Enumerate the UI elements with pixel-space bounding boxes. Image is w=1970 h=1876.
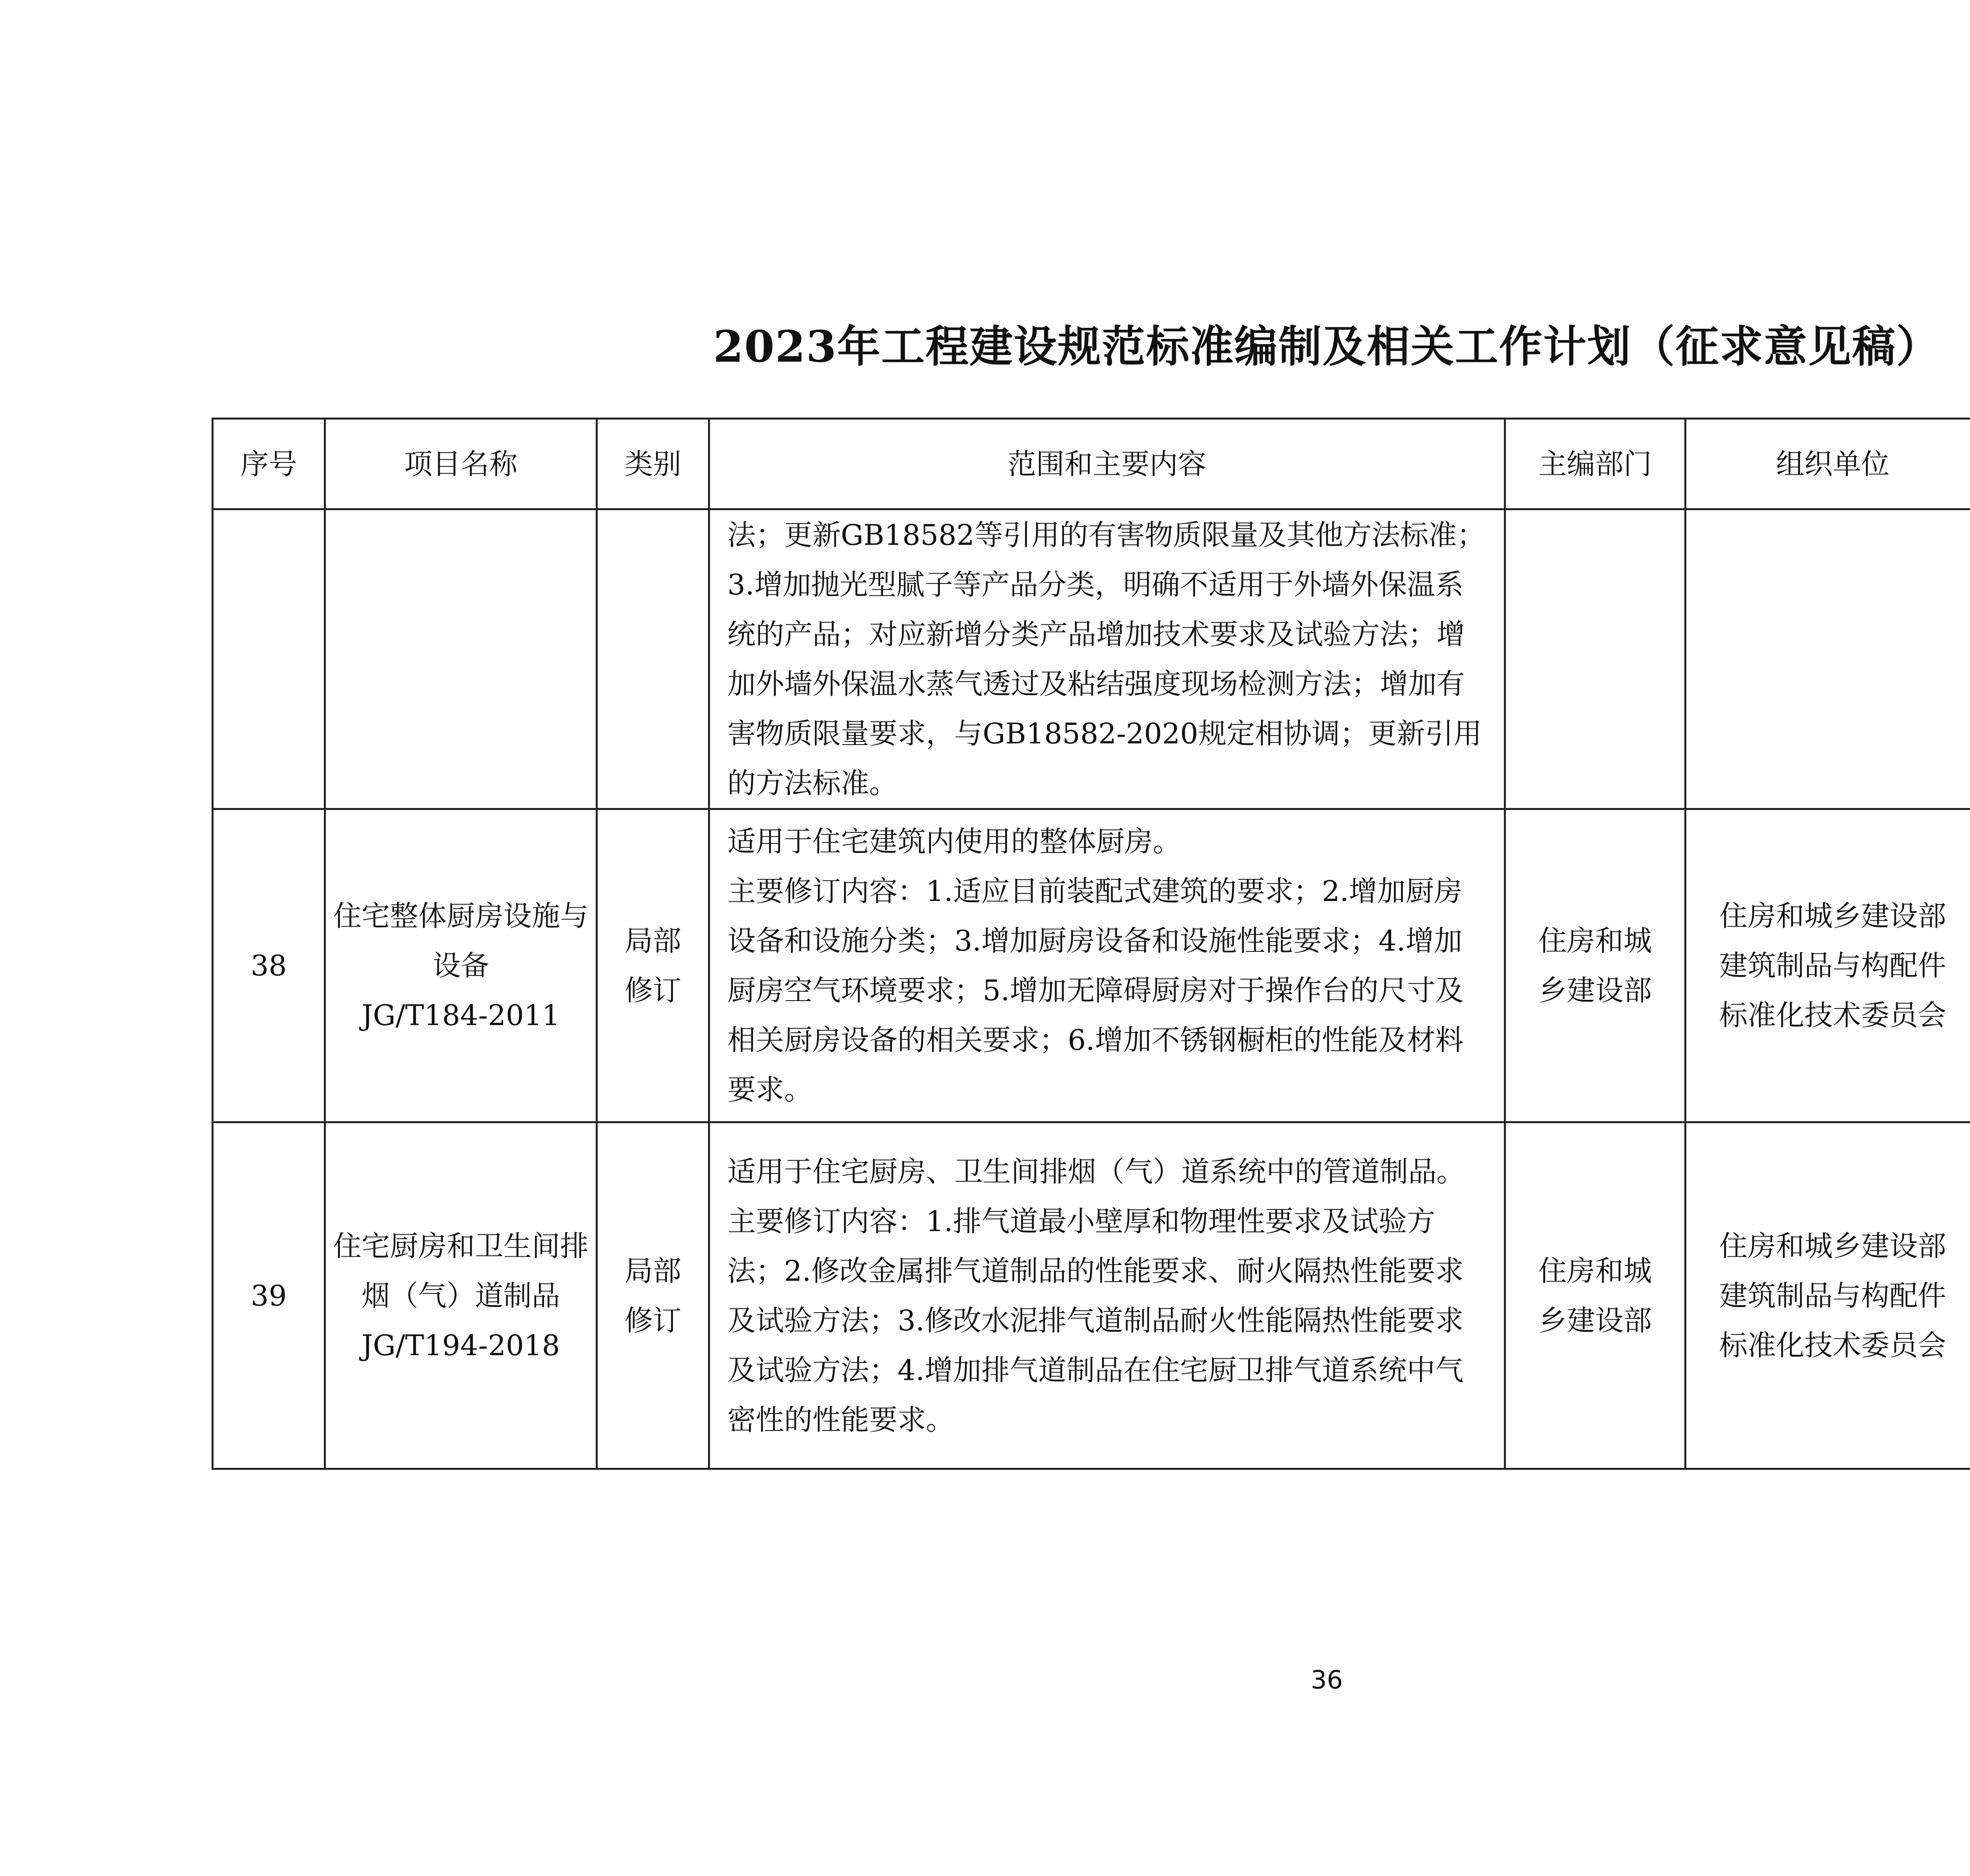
row-category: 局部 修订 [597, 809, 709, 1122]
row-category: 局部 修订 [597, 1122, 709, 1469]
row-serial-number: 38 [213, 809, 325, 1122]
table-row [213, 1122, 1970, 1469]
row-project-name: 住宅整体厨房设施与设备 JG/T184-2011 [325, 809, 597, 1122]
row-project-name: 住宅厨房和卫生间排烟（气）道制品 JG/T194-2018 [325, 1122, 597, 1469]
header-project-name: 项目名称 [325, 419, 597, 509]
page-number: 36 [1310, 1666, 1343, 1695]
header-scope-content: 范围和主要内容 [709, 419, 1505, 509]
table-row [213, 509, 1970, 809]
row-scope-content: 适用于住宅建筑内使用的整体厨房。 主要修订内容：1.适应目前装配式建筑的要求；2.增加厨房设备和设施分类；3.增加厨房设备和设施性能要求；4.增加厨房空气环境要求；5.增加无障碍厨房对于操作台的尺寸及相关厨房设备的相关要求；6.增加不锈钢橱柜的性能及材料要求。 [709, 809, 1505, 1122]
work-plan-table [212, 418, 1970, 1470]
header-organizer: 组织单位 [1686, 419, 1970, 509]
row-serial-number: 39 [213, 1122, 325, 1469]
page-title: 2023年工程建设规范标准编制及相关工作计划（征求意见稿） [713, 321, 1940, 372]
table-header-row [213, 419, 1970, 509]
header-category: 类别 [597, 419, 709, 509]
row-chief-department: 住房和城 乡建设部 [1505, 809, 1686, 1122]
table-row [213, 809, 1970, 1122]
row-category [597, 509, 709, 809]
row-organizer: 住房和城乡建设部 建筑制品与构配件 标准化技术委员会 [1686, 1122, 1970, 1469]
row-project-name [325, 509, 597, 809]
header-serial-number: 序号 [213, 419, 325, 509]
row-organizer [1686, 509, 1970, 809]
header-chief-department: 主编部门 [1505, 419, 1686, 509]
row-scope-content: 法；更新GB18582等引用的有害物质限量及其他方法标准；3.增加抛光型腻子等产品分类，明确不适用于外墙外保温系统的产品；对应新增分类产品增加技术要求及试验方法；增加外墙外保温水蒸气透过及粘结强度现场检测方法；增加有害物质限量要求，与GB18582-2020规定相协调；更新引用的方法标准。 [709, 509, 1505, 809]
row-serial-number [213, 509, 325, 809]
row-scope-content: 适用于住宅厨房、卫生间排烟（气）道系统中的管道制品。 主要修订内容：1.排气道最小壁厚和物理性要求及试验方法；2.修改金属排气道制品的性能要求、耐火隔热性能要求及试验方法；3.修改水泥排气道制品耐火性能隔热性能要求及试验方法；4.增加排气道制品在住宅厨卫排气道系统中气密性的性能要求。 [709, 1122, 1505, 1469]
row-organizer: 住房和城乡建设部 建筑制品与构配件 标准化技术委员会 [1686, 809, 1970, 1122]
row-chief-department [1505, 509, 1686, 809]
row-chief-department: 住房和城 乡建设部 [1505, 1122, 1686, 1469]
